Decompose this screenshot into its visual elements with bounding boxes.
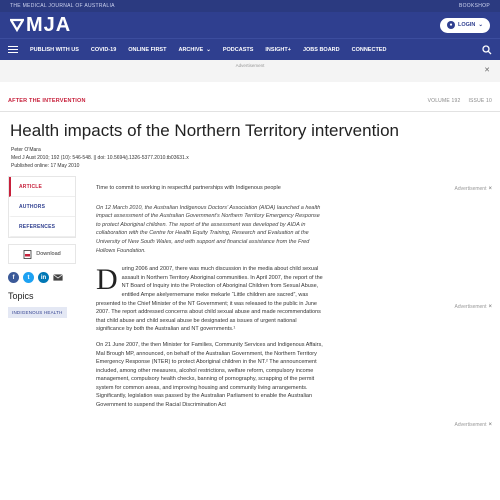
article-body — [96, 176, 324, 417]
chevron-down-icon: ⌄ — [206, 46, 211, 53]
top-strip — [0, 0, 500, 12]
side-advertisement-1 — [455, 186, 492, 192]
close-icon[interactable]: × — [488, 186, 492, 192]
dropcap: D — [96, 263, 118, 297]
email-icon[interactable] — [53, 274, 63, 281]
side-advertisement-2 — [455, 304, 492, 310]
share-bar — [8, 272, 76, 283]
logo-mark-icon — [10, 18, 24, 32]
pdf-icon — [23, 250, 32, 259]
paragraph-1-text: uring 2006 and 2007, there was much discussion in the media about child sexual assault in Northern Territory Aboriginal communities. In April 2007, the report of the NT Board of Inquiry into the Protection of Aboriginal Children from Sexual Abuse, entitled Ampe akelyernemane meke mekarle “Little children are sacred”, was presented to the Chief Minister of the NT Government; it was released to the public in June 2007. The report addressed concerns about child sexual abuse and made recommendations that child abuse and child sexual abuse be designated as issues of urgent national significance by both the Australian and NT governments.¹ — [96, 266, 323, 333]
sidebar — [8, 176, 76, 319]
download-button[interactable] — [8, 244, 76, 264]
topic-badge[interactable]: INDIGENOUS HEALTH — [8, 307, 67, 318]
nav-publish[interactable]: PUBLISH WITH US — [30, 46, 79, 53]
topics-heading: Topics — [8, 291, 34, 301]
linkedin-icon[interactable]: in — [38, 272, 49, 283]
sidebar-item-authors[interactable]: AUTHORS — [9, 197, 75, 217]
nav-covid[interactable]: COVID-19 — [90, 46, 117, 53]
login-button[interactable] — [440, 18, 490, 33]
issue-label[interactable]: ISSUE 10 — [468, 97, 492, 104]
sidebar-item-references[interactable]: REFERENCES — [9, 217, 75, 237]
page-title: Health impacts of the Northern Territory intervention — [10, 121, 399, 140]
bookshop-link[interactable]: BOOKSHOP — [458, 3, 490, 9]
paragraph-2: On 21 June 2007, the then Minister for Families, Community Services and Indigenous Affairs, Mal Brough MP, announced, on behalf of the Australian Government, the Northern Territory Emergency Response (NTER) to protect Aboriginal children in the NT.² The announcement included, among other measures, alcohol restrictions, welfare reform, compulsory income management, compulsory health checks, banning of pornography, scrapping of the permit system for common areas, and improving housing and community living arrangements. Significantly, legislation was passed by the Australian Parliament to enable the Australian Government to suspend the Racial Discrimination Act — [96, 341, 323, 409]
section-bar — [0, 90, 500, 112]
paragraph-1 — [96, 265, 324, 334]
citation: Med J Aust 2010; 192 (10): 546-548. || doi: 10.5694/j.1326-5377.2010.tb03631.x — [11, 155, 189, 161]
section-label[interactable]: AFTER THE INTERVENTION — [8, 97, 86, 104]
close-icon[interactable]: × — [488, 304, 492, 310]
article-lead: Time to commit to working in respectful partnerships with Indigenous people — [96, 185, 281, 191]
close-icon[interactable]: × — [488, 422, 492, 428]
logo-text: MJA — [26, 13, 72, 36]
volume-label[interactable]: VOLUME 192 — [427, 97, 461, 104]
main-nav — [0, 38, 500, 60]
facebook-icon[interactable]: f — [8, 272, 19, 283]
top-advertisement — [0, 60, 500, 82]
menu-icon[interactable] — [8, 44, 18, 54]
ad-label: Advertisement — [454, 304, 487, 310]
download-label: Download — [36, 251, 61, 257]
ad-label: Advertisement — [454, 186, 487, 192]
nav-online-first[interactable]: ONLINE FIRST — [128, 46, 167, 53]
nav-jobs-board[interactable]: JOBS BOARD — [302, 46, 340, 53]
mja-logo[interactable] — [10, 14, 71, 37]
ad-label: Advertisement — [454, 422, 487, 428]
nav-insight[interactable]: INSIGHT+ — [265, 46, 291, 53]
brand-bar — [0, 12, 500, 38]
twitter-icon[interactable]: t — [23, 272, 34, 283]
ad-label: Advertisement — [235, 63, 265, 68]
journal-name[interactable]: THE MEDICAL JOURNAL OF AUSTRALIA — [10, 3, 115, 9]
article-abstract: On 12 March 2010, the Australian Indigenous Doctors’ Association (AIDA) launched a health impact assessment of the Australian Government’s Northern Territory Emergency Response to protect Aboriginal children. The report of the assessment was developed by AIDA in collaboration with the Centre for Health Equity Training, Research and Evaluation at the University of New South Wales, and with support and financial assistance from the Fred Hollows Foundation. — [96, 204, 321, 254]
nav-archive[interactable] — [178, 47, 210, 53]
search-icon[interactable] — [482, 45, 492, 55]
user-icon: ● — [447, 21, 455, 29]
side-advertisement-3 — [455, 422, 492, 428]
login-label: LOGIN — [457, 22, 476, 28]
chevron-down-icon: ⌄ — [478, 22, 483, 28]
sidebar-item-article[interactable]: ARTICLE — [9, 177, 75, 197]
nav-archive-label: ARCHIVE — [178, 46, 204, 53]
published-date: Published online: 17 May 2010 — [11, 163, 80, 169]
nav-connected[interactable]: CONNECTED — [351, 46, 387, 53]
nav-podcasts[interactable]: PODCASTS — [222, 46, 254, 53]
close-icon[interactable]: ✕ — [484, 67, 490, 74]
volume-issue — [420, 98, 492, 104]
author-name[interactable]: Peter O’Mara — [11, 147, 41, 153]
article-meta — [11, 146, 500, 170]
article-nav — [8, 176, 76, 238]
